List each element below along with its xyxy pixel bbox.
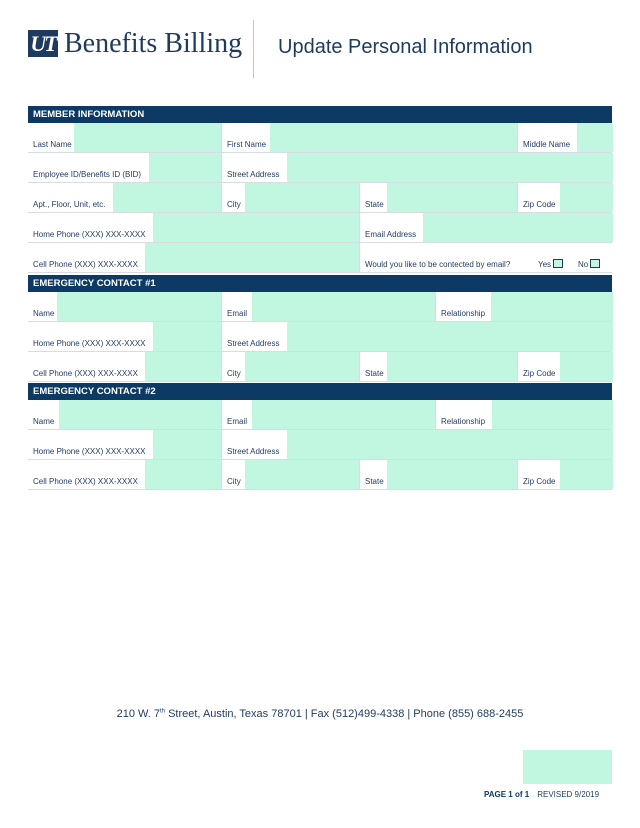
ec1-row-name — [28, 292, 612, 322]
city-label: City — [227, 200, 241, 209]
ec2-cell-phone-label: Cell Phone (XXX) XXX-XXXX — [33, 477, 138, 486]
apt-field[interactable] — [113, 183, 221, 212]
ec1-zip-label: Zip Code — [523, 369, 556, 378]
member-row-id — [28, 153, 612, 183]
ut-logo-mark: UT — [28, 30, 58, 57]
form-header — [28, 26, 618, 81]
ec2-relationship-cell — [435, 400, 613, 429]
last-name-cell — [28, 123, 221, 152]
no-label: No — [578, 260, 589, 269]
office-use-box[interactable] — [523, 750, 612, 784]
cell-phone-label: Cell Phone (XXX) XXX-XXXX — [33, 260, 138, 269]
yes-checkbox[interactable] — [553, 259, 563, 268]
ec2-home-phone-field[interactable] — [153, 430, 221, 459]
ec2-relationship-label: Relationship — [441, 417, 486, 426]
ec2-home-phone-cell — [28, 430, 221, 459]
ec1-home-phone-cell — [28, 322, 221, 351]
no-checkbox[interactable] — [590, 259, 600, 268]
ec2-home-phone-label: Home Phone (XXX) XXX-XXXX — [33, 447, 146, 456]
street-field[interactable] — [287, 153, 613, 182]
address-prefix: 210 W. 7 — [116, 708, 161, 720]
ec1-city-field[interactable] — [245, 352, 360, 381]
home-phone-label: Home Phone (XXX) XXX-XXXX — [33, 230, 146, 239]
ec2-zip-cell — [517, 460, 613, 489]
ec2-cell-phone-field[interactable] — [145, 460, 221, 489]
footer-address — [0, 708, 640, 720]
ec2-city-label: City — [227, 477, 241, 486]
ec1-email-cell — [221, 292, 436, 321]
ec1-row-phone — [28, 322, 612, 352]
ec2-row-phone — [28, 430, 612, 460]
ec1-state-cell — [359, 352, 518, 381]
section-emergency-contact-1: EMERGENCY CONTACT #1 — [28, 275, 612, 292]
ec2-relationship-field[interactable] — [492, 400, 613, 429]
ec1-name-field[interactable] — [57, 292, 221, 321]
zip-label: Zip Code — [523, 200, 556, 209]
ec2-state-cell — [359, 460, 518, 489]
ec2-row-city — [28, 460, 612, 490]
page-number: PAGE 1 of 1 — [484, 790, 530, 799]
header-divider — [253, 20, 254, 78]
ec1-street-field[interactable] — [287, 322, 613, 351]
ec1-state-field[interactable] — [387, 352, 518, 381]
middle-name-label: Middle Name — [523, 140, 571, 149]
email-address-cell — [359, 213, 613, 242]
address-sup: th — [160, 708, 166, 715]
first-name-label: First Name — [227, 140, 267, 149]
ec2-cell-phone-cell — [28, 460, 221, 489]
ec2-city-field[interactable] — [245, 460, 360, 489]
ec1-state-label: State — [365, 369, 384, 378]
ec1-street-cell — [221, 322, 613, 351]
ec1-row-city — [28, 352, 612, 382]
cell-phone-cell — [28, 243, 359, 272]
first-name-cell — [221, 123, 518, 152]
email-contact-question: Would you like to be contected by email? — [365, 260, 511, 269]
section-member-information: MEMBER INFORMATION — [28, 106, 612, 123]
email-address-label: Email Address — [365, 230, 417, 239]
ec1-street-label: Street Address — [227, 339, 280, 348]
street-cell — [221, 153, 613, 182]
member-row-cell — [28, 243, 612, 273]
state-field[interactable] — [387, 183, 518, 212]
last-name-field[interactable] — [74, 123, 221, 152]
zip-field[interactable] — [560, 183, 613, 212]
ec2-street-field[interactable] — [287, 430, 613, 459]
first-name-field[interactable] — [270, 123, 518, 152]
ec2-state-label: State — [365, 477, 384, 486]
ec1-city-label: City — [227, 369, 241, 378]
employee-id-field[interactable] — [149, 153, 221, 182]
ec1-home-phone-field[interactable] — [153, 322, 221, 351]
ec1-cell-phone-field[interactable] — [145, 352, 221, 381]
ec2-street-cell — [221, 430, 613, 459]
employee-id-label: Employee ID/Benefits ID (BID) — [33, 170, 142, 179]
ec1-cell-phone-cell — [28, 352, 221, 381]
email-address-field[interactable] — [423, 213, 613, 242]
ec1-name-label: Name — [33, 309, 55, 318]
email-preference-cell — [359, 243, 613, 272]
city-field[interactable] — [245, 183, 360, 212]
ec1-name-cell — [28, 292, 221, 321]
last-name-label: Last Name — [33, 140, 72, 149]
zip-cell — [517, 183, 613, 212]
ec1-home-phone-label: Home Phone (XXX) XXX-XXXX — [33, 339, 146, 348]
logo-text: Benefits Billing — [64, 28, 243, 59]
ec2-email-field[interactable] — [252, 400, 436, 429]
apt-label: Apt., Floor, Unit, etc. — [33, 200, 106, 209]
ec2-state-field[interactable] — [387, 460, 518, 489]
address-rest: Street, Austin, Texas 78701 | Fax (512)499-4338 | Phone (855) 688-2455 — [165, 708, 524, 720]
ec1-zip-cell — [517, 352, 613, 381]
employee-id-cell — [28, 153, 221, 182]
ec1-relationship-cell — [435, 292, 613, 321]
middle-name-field[interactable] — [577, 123, 613, 152]
ec1-email-field[interactable] — [252, 292, 436, 321]
ec1-relationship-field[interactable] — [491, 292, 613, 321]
ec2-row-name — [28, 400, 612, 430]
page-title: Update Personal Information — [278, 36, 533, 58]
member-row-phone — [28, 213, 612, 243]
home-phone-field[interactable] — [153, 213, 359, 242]
yes-label: Yes — [538, 260, 552, 269]
ec2-name-cell — [28, 400, 221, 429]
member-row-city — [28, 183, 612, 213]
ec1-relationship-label: Relationship — [441, 309, 486, 318]
home-phone-cell — [28, 213, 359, 242]
ec2-street-label: Street Address — [227, 447, 280, 456]
section-emergency-contact-2: EMERGENCY CONTACT #2 — [28, 383, 612, 400]
ec2-name-field[interactable] — [59, 400, 221, 429]
ec1-city-cell — [221, 352, 360, 381]
ec2-zip-field[interactable] — [560, 460, 613, 489]
apt-cell — [28, 183, 221, 212]
cell-phone-field[interactable] — [145, 243, 359, 272]
ec2-city-cell — [221, 460, 360, 489]
street-label: Street Address — [227, 170, 280, 179]
ec2-name-label: Name — [33, 417, 55, 426]
ec1-cell-phone-label: Cell Phone (XXX) XXX-XXXX — [33, 369, 138, 378]
ec1-email-label: Email — [227, 309, 248, 318]
middle-name-cell — [517, 123, 613, 152]
ec2-zip-label: Zip Code — [523, 477, 556, 486]
city-cell — [221, 183, 360, 212]
member-row-name — [28, 123, 612, 153]
no-option[interactable] — [578, 259, 600, 269]
revised-date: REVISED 9/2019 — [537, 790, 600, 799]
ec2-email-label: Email — [227, 417, 248, 426]
ec1-zip-field[interactable] — [560, 352, 613, 381]
ec2-email-cell — [221, 400, 436, 429]
page-info — [484, 790, 599, 799]
state-cell — [359, 183, 518, 212]
state-label: State — [365, 200, 384, 209]
yes-option[interactable] — [538, 259, 563, 269]
